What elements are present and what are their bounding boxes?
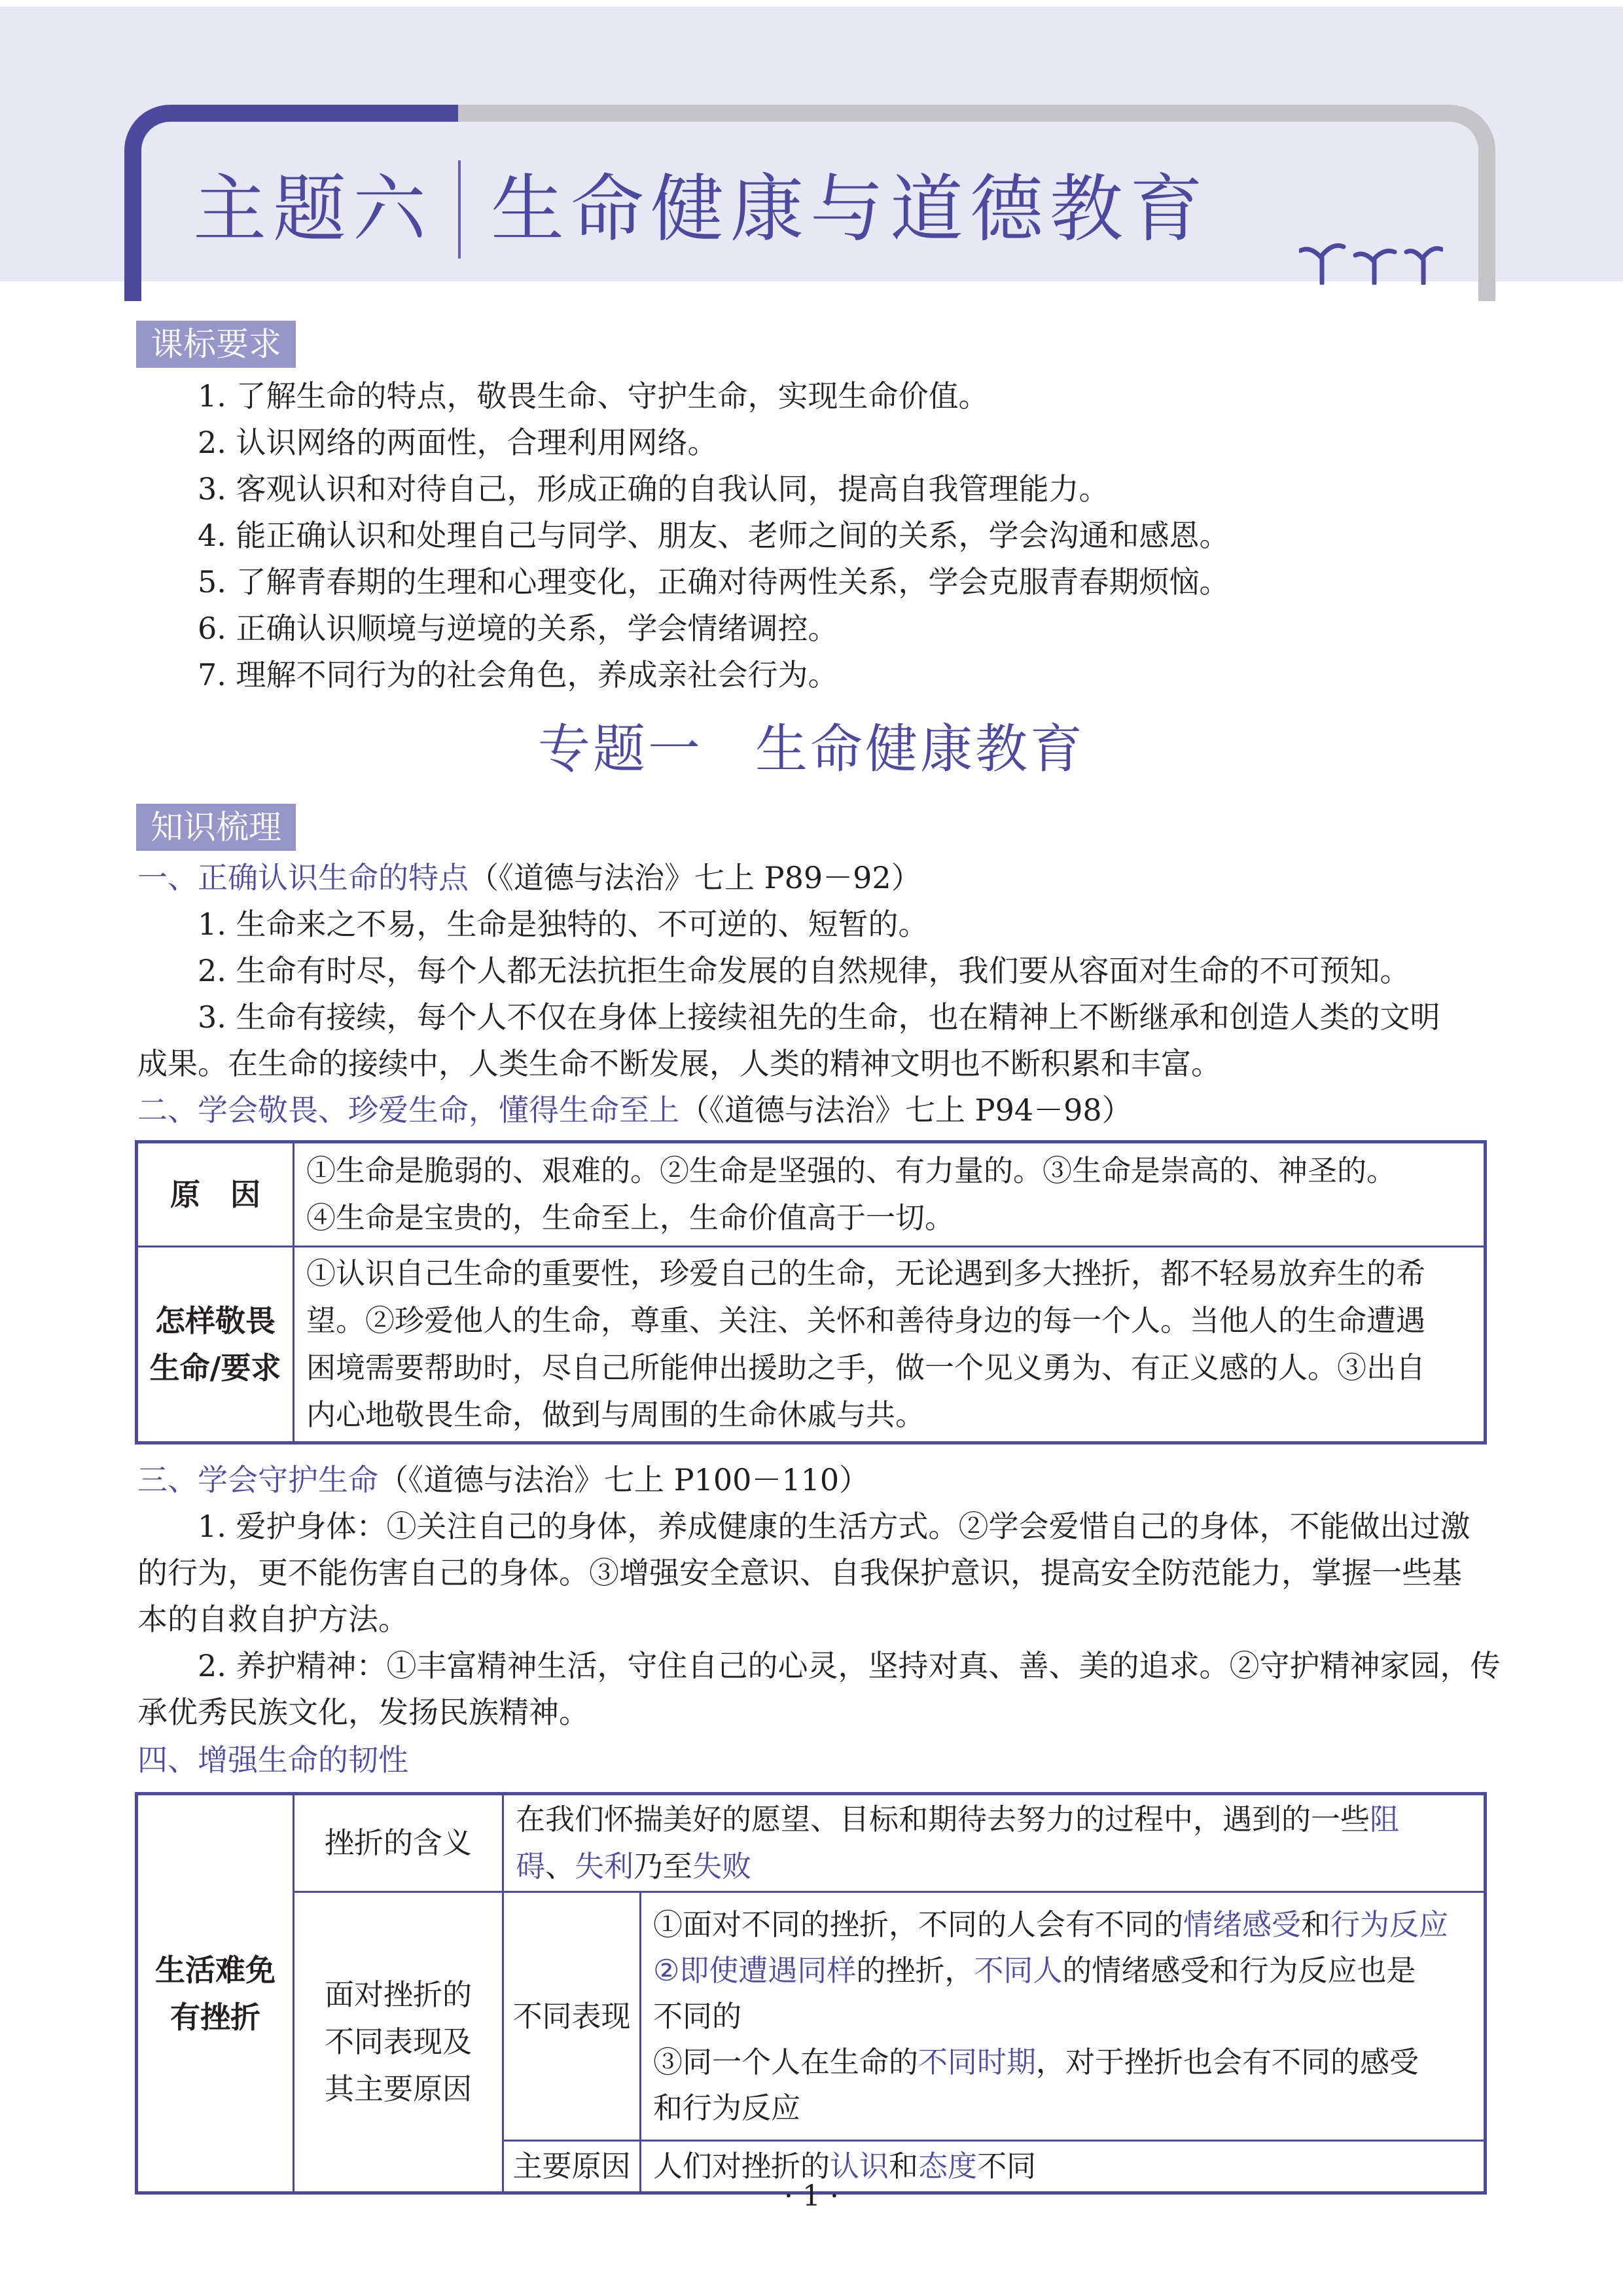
requirement-line: ①认识自己生命的重要性，珍爱自己的生命，无论遇到多大挫折，都不轻易放弃生的希 xyxy=(306,1256,1426,1291)
reason-cell xyxy=(294,1142,1486,1247)
keyword: 认识 xyxy=(830,2149,889,2183)
diff-line xyxy=(653,1948,1472,1994)
section-1-heading xyxy=(137,855,921,901)
cause-text: 不同 xyxy=(977,2149,1037,2183)
diff-cell xyxy=(641,1892,1486,2141)
meaning-label: 挫折的含义 xyxy=(294,1794,503,1892)
curriculum-item: 5. 了解青春期的生理和心理变化，正确对待两性关系，学会克服青春期烦恼。 xyxy=(198,564,1230,600)
keyword: 不同人 xyxy=(974,1952,1063,1988)
section-2-title: 二、学会敬畏、珍爱生命，懂得生命至上 xyxy=(137,1092,679,1128)
face-label-line: 其主要原因 xyxy=(324,2072,472,2106)
topic-label: 专题一 xyxy=(538,719,703,780)
keyword: 情绪感受 xyxy=(1183,1907,1302,1942)
keyword: 行为反应 xyxy=(1330,1907,1449,1942)
diff-text: ③同一个人在生命的 xyxy=(653,2044,919,2079)
page-number: · 1 · xyxy=(784,2179,839,2213)
section-3-heading xyxy=(137,1457,869,1503)
diff-line: 不同的 xyxy=(653,1998,742,2034)
curriculum-item: 1. 了解生命的特点，敬畏生命、守护生命，实现生命价值。 xyxy=(198,378,989,414)
sprout-icon xyxy=(1299,232,1443,285)
paragraph: 承优秀民族文化，发扬民族精神。 xyxy=(137,1695,589,1730)
topic-heading xyxy=(0,707,1623,782)
requirement-line: 困境需要帮助时，尽自己所能伸出援助之手，做一个见义勇为、有正义感的人。③出自 xyxy=(306,1350,1426,1385)
diff-line: 和行为反应 xyxy=(653,2090,801,2125)
reason-header: 原 因 xyxy=(137,1142,294,1247)
requirement-header-line: 怎样敬畏 xyxy=(155,1303,276,1338)
diff-text: 的挫折， xyxy=(856,1952,974,1988)
topic-title: 生命健康教育 xyxy=(755,719,1085,780)
requirement-header xyxy=(137,1247,294,1443)
face-label-line: 不同表现及 xyxy=(324,2024,472,2059)
cause-label: 主要原因 xyxy=(503,2141,641,2193)
paragraph: 2. 养护精神：①丰富精神生活，守住自己的心灵，坚持对真、善、美的追求。②守护精神家园，传 xyxy=(198,1648,1501,1683)
header-divider xyxy=(458,160,461,259)
curriculum-item: 7. 理解不同行为的社会角色，养成亲社会行为。 xyxy=(198,657,838,692)
curriculum-item: 6. 正确认识顺境与逆境的关系，学会情绪调控。 xyxy=(198,611,838,646)
paragraph: 2. 生命有时尽，每个人都无法抗拒生命发展的自然规律，我们要从容面对生命的不可预知。 xyxy=(198,953,1410,988)
diff-text: ①面对不同的挫折，不同的人会有不同的 xyxy=(653,1907,1184,1942)
theme-number: 主题六 xyxy=(193,167,433,252)
keyword: ②即使遭遇同样 xyxy=(653,1952,857,1988)
meaning-line xyxy=(516,1796,1472,1843)
paragraph: 3. 生命有接续，每个人不仅在身体上接续祖先的生命，也在精神上不断继承和创造人类的文明 xyxy=(198,999,1440,1035)
paragraph: 1. 爱护身体：①关注自己的身体，养成健康的生活方式。②学会爱惜自己的身体，不能做出过激 xyxy=(198,1509,1471,1544)
section-4-title: 四、增强生命的韧性 xyxy=(137,1742,408,1778)
requirement-cell xyxy=(294,1247,1486,1443)
keyword: 失利 xyxy=(575,1849,634,1884)
theme-title: 生命健康与道德教育 xyxy=(491,167,1209,252)
requirement-line: 望。②珍爱他人的生命，尊重、关注、关怀和善待身边的每一个人。当他人的生命遭遇 xyxy=(306,1303,1426,1338)
keyword: 碍 xyxy=(516,1849,546,1884)
resilience-table xyxy=(135,1792,1487,2195)
paragraph: 成果。在生命的接续中，人类生命不断发展，人类的精神文明也不断积累和丰富。 xyxy=(137,1046,1221,1081)
keyword: 阻 xyxy=(1370,1802,1400,1837)
meaning-text: 乃至 xyxy=(633,1849,693,1884)
paragraph: 1. 生命来之不易，生命是独特的、不可逆的、短暂的。 xyxy=(198,906,929,942)
section-3-ref: （《道德与法治》七上 P100－110） xyxy=(378,1462,870,1498)
face-label xyxy=(294,1892,503,2193)
diff-line xyxy=(653,1902,1472,1948)
reason-line: ①生命是脆弱的、艰难的。②生命是坚强的、有力量的。③生命是崇高的、神圣的。 xyxy=(306,1153,1397,1188)
curriculum-item: 4. 能正确认识和处理自己与同学、朋友、老师之间的关系，学会沟通和感恩。 xyxy=(198,518,1230,553)
knowledge-tag: 知识梳理 xyxy=(136,804,296,851)
keyword: 失败 xyxy=(692,1849,752,1884)
diff-text: 的情绪感受和行为反应也是 xyxy=(1062,1952,1416,1988)
section-1-title: 一、正确认识生命的特点 xyxy=(137,860,469,895)
diff-text: ，对于挫折也会有不同的感受 xyxy=(1036,2044,1419,2079)
meaning-line xyxy=(516,1843,1472,1890)
frustration-main-line: 生活难免 xyxy=(155,1952,276,1988)
section-4-heading xyxy=(137,1737,408,1783)
section-1-ref: （《道德与法治》七上 P89－92） xyxy=(469,860,921,895)
curriculum-tag: 课标要求 xyxy=(136,321,296,368)
reason-line: ④生命是宝贵的，生命至上，生命价值高于一切。 xyxy=(306,1200,955,1235)
requirement-header-line: 生命/要求 xyxy=(149,1350,281,1386)
meaning-text: 、 xyxy=(545,1849,575,1884)
meaning-cell xyxy=(503,1794,1486,1892)
requirement-line: 内心地敬畏生命，做到与周围的生命休戚与共。 xyxy=(306,1397,925,1432)
cause-text: 人们对挫折的 xyxy=(653,2149,830,2183)
curriculum-item: 2. 认识网络的两面性，合理利用网络。 xyxy=(198,425,718,460)
section-2-ref: （《道德与法治》七上 P94－98） xyxy=(679,1092,1132,1128)
paragraph: 本的自救自护方法。 xyxy=(137,1602,408,1637)
keyword: 不同时期 xyxy=(918,2044,1037,2079)
diff-line xyxy=(653,2039,1472,2085)
cause-text: 和 xyxy=(889,2149,919,2183)
curriculum-item: 3. 客观认识和对待自己，形成正确的自我认同，提高自我管理能力。 xyxy=(198,471,1109,507)
diff-text: 和 xyxy=(1301,1907,1331,1942)
keyword: 态度 xyxy=(918,2149,978,2183)
frustration-main-line: 有挫折 xyxy=(170,1999,260,2035)
diff-label: 不同表现 xyxy=(503,1892,641,2141)
reverence-table xyxy=(135,1140,1487,1444)
paragraph: 的行为，更不能伤害自己的身体。③增强安全意识、自我保护意识，提高安全防范能力，掌握一些基 xyxy=(137,1555,1462,1590)
section-2-heading xyxy=(137,1087,1132,1133)
frustration-main-cell xyxy=(137,1794,294,2193)
meaning-text: 在我们怀揣美好的愿望、目标和期待去努力的过程中，遇到的一些 xyxy=(516,1802,1370,1837)
face-label-line: 面对挫折的 xyxy=(324,1977,472,2012)
section-3-title: 三、学会守护生命 xyxy=(137,1462,378,1498)
